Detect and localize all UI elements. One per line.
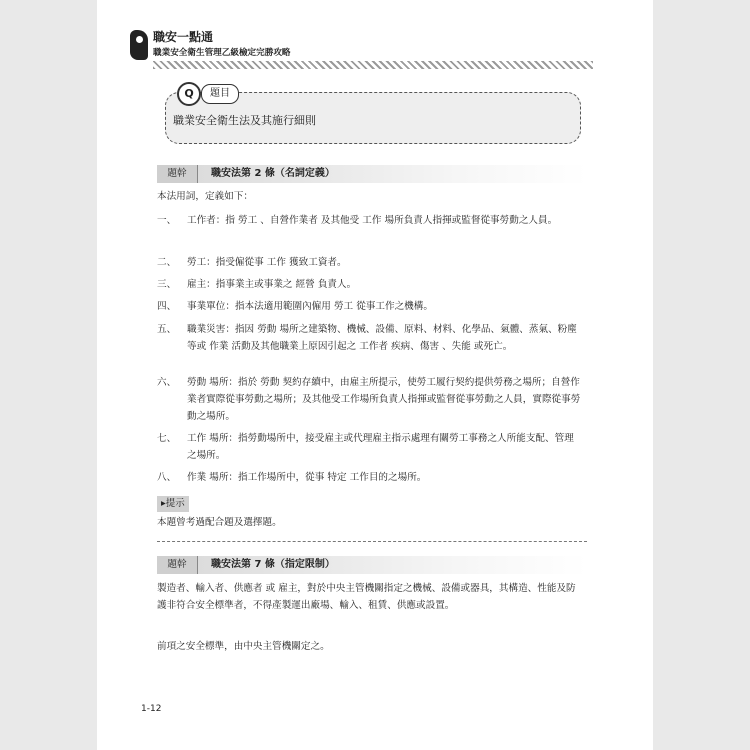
section-title: 職安法第 7 條（指定限制） [211,559,335,570]
question-text: 職業安全衛生法及其施行細則 [173,114,316,127]
page-number: 1-12 [141,704,162,714]
question-badge: Q [177,82,201,106]
section-header-2 [157,556,587,574]
hint-label: ▸提示 [157,496,189,512]
book-title: 職安一點通 [153,30,214,44]
book-page: 職安一點通 職業安全衛生管理乙級檢定完勝攻略 Q 題目 職業安全衛生法及其施行細則 題幹 職安法第 2 條（名詞定義） 本法用詞，定義如下： 一、 工作者：指 勞工 、自營作業者 及其他受 工作 場所負責人指揮或監督從事勞動之人員。 二、 勞工：指受僱從事 工作 獲致工資者。 三、 雇主：指事業主或事業之 經營 負責人。 四、 事業單位：指本法適用範圍內僱用 勞工 從事工作之機構。 五、 職業災害：指因 勞動 場所之建築物、機械、設備、原料、材料、化學品、氣體、蒸氣、粉塵等或 作業 活動及其他職業上原因引起之 工作者 疾病、傷害 、失能 或死亡。 六、 勞動 場所：指於 勞動 契約存續中，由雇主所提示，使勞工履行契約提供勞務之場所；自營作業者實際從事勞動之場所；及其他受工作場所負責人指揮或監督從事勞動之人員，實際從事勞動之場所。 七、 工作 場所：指勞動場所中，接受雇主或代理雇主指示處理有關勞工事務之人所能支配、管理 之場所。 八、 作業 場所：指工作場所中，從事 特定 工作目的之場所。 ▸提示 本題曾考過配合題及選擇題。 題幹 職安法第 7 條（指定限制） 製造者、輸入者、供應者 或 雇主，對於中央主管機關指定之機械、設備或器具，其構造、性能及防護非符合安全標準者，不得產製運出廠場、輸入、租賃、供應或設置。 前項之安全標準，由中央主管機關定之。 1-12 [97,0,653,750]
section-divider [157,541,587,542]
header-stripe [153,61,593,69]
section-tag: 題幹 [157,556,198,574]
page-header [97,14,653,68]
hint-text: 本題曾考過配合題及選擇題。 [157,517,282,528]
section-header-1 [157,165,587,183]
section-tag: 題幹 [157,165,198,183]
question-label: 題目 [201,84,239,104]
book-subtitle: 職業安全衛生管理乙級檢定完勝攻略 [153,48,291,58]
section-title: 職安法第 2 條（名詞定義） [211,168,335,179]
section-intro: 本法用詞，定義如下： [157,191,253,202]
paragraph: 前項之安全標準，由中央主管機關定之。 [157,641,330,652]
mascot-logo [130,30,148,60]
